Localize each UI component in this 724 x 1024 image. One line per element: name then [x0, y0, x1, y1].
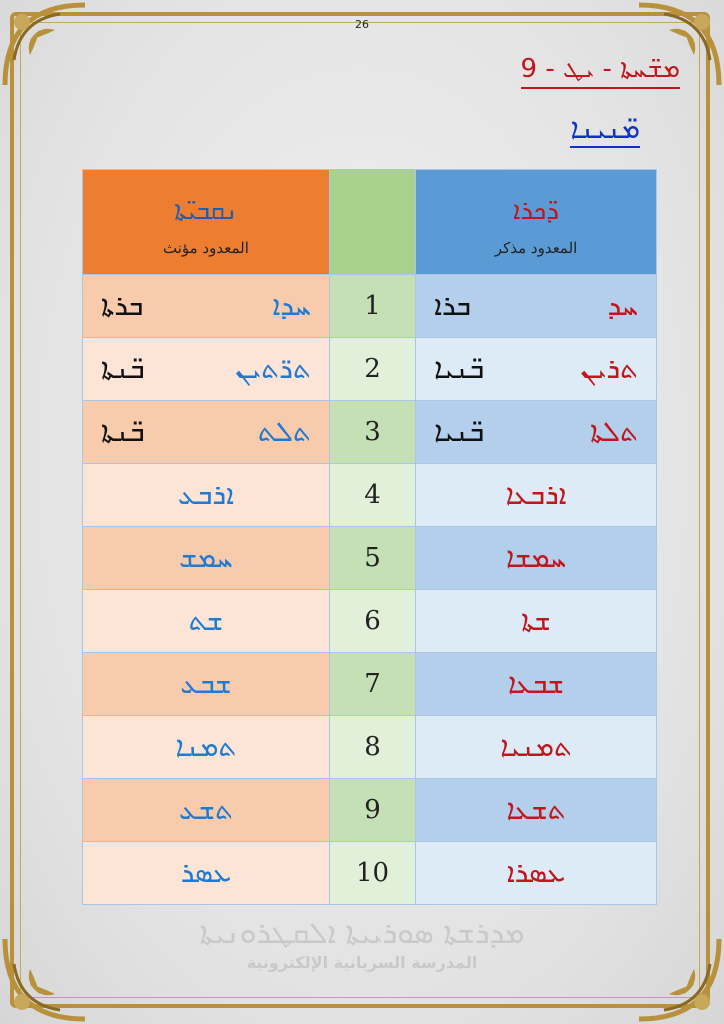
- header-masculine-syriac: ܕ̈ܟܪܐ: [513, 195, 560, 226]
- masculine-cell: [416, 653, 657, 716]
- number-cell: [329, 779, 415, 842]
- masculine-cell: [416, 464, 657, 527]
- masculine-numeral: ܬܫܥܐ: [506, 793, 566, 826]
- table-row: [83, 716, 657, 779]
- number-value: 4: [364, 480, 381, 510]
- numbers-table: [82, 169, 657, 905]
- table-row: [83, 527, 657, 590]
- number-cell: [329, 401, 415, 464]
- number-cell: [329, 275, 415, 338]
- feminine-cell: [83, 401, 330, 464]
- number-value: 6: [364, 606, 381, 636]
- feminine-numeral: ܬܫܥ: [178, 793, 233, 826]
- masculine-numeral: ܬܪܝܢ: [580, 352, 638, 385]
- masculine-cell: [416, 338, 657, 401]
- feminine-numeral: ܬܠܬ: [257, 415, 311, 448]
- table-row: [83, 464, 657, 527]
- number-cell: [329, 716, 415, 779]
- feminine-numeral: ܬܡܢܐ: [175, 730, 237, 763]
- number-cell: [329, 653, 415, 716]
- table-row: [83, 590, 657, 653]
- feminine-cell: [83, 275, 330, 338]
- table-row: [83, 401, 657, 464]
- feminine-cell: [83, 716, 330, 779]
- header-feminine-arabic: المعدود مؤنث: [162, 238, 249, 257]
- number-value: 2: [364, 354, 381, 384]
- table-row: [83, 779, 657, 842]
- feminine-cell: [83, 842, 330, 905]
- feminine-noun: ܒ̈ܢܬܐ: [101, 352, 145, 385]
- feminine-numeral: ܐܪܒܥ: [177, 478, 234, 511]
- feminine-cell: [83, 779, 330, 842]
- lesson-title: ܡܫ̈ܚܬܐ - ܝܛ - 9: [521, 54, 680, 89]
- masculine-cell: [416, 842, 657, 905]
- feminine-numeral: ܚܡܫ: [179, 541, 233, 574]
- masculine-cell: [416, 401, 657, 464]
- feminine-cell: [83, 338, 330, 401]
- number-value: 8: [364, 732, 381, 762]
- masculine-noun: ܒ̈ܢܝܐ: [434, 352, 485, 385]
- number-cell: [329, 338, 415, 401]
- table-row: [83, 275, 657, 338]
- feminine-cell: [83, 527, 330, 590]
- masculine-cell: [416, 779, 657, 842]
- masculine-cell: [416, 590, 657, 653]
- header-masculine-arabic: المعدود مذكر: [494, 238, 578, 257]
- feminine-numeral: ܫܬ: [188, 604, 224, 637]
- header-feminine-syriac: ܢܩܒܝ̈ܬܐ: [174, 195, 238, 226]
- corner-ornament-icon: [0, 0, 90, 90]
- footer-watermark: [0, 900, 724, 972]
- number-cell: [329, 842, 415, 905]
- number-cell: [329, 527, 415, 590]
- number-cell: [329, 464, 415, 527]
- feminine-cell: [83, 464, 330, 527]
- feminine-numeral: ܥܣܪ: [180, 856, 232, 889]
- feminine-noun: ܒ̈ܢܬܐ: [101, 415, 145, 448]
- number-value: 10: [355, 858, 390, 888]
- footer-syriac: ܡܕܪܫܬܐ ܣܘܪܝܝܬܐ ܐܠܩܛܪܘܢܝܬܐ: [199, 916, 525, 951]
- number-value: 3: [364, 417, 381, 447]
- table-header-row: [83, 170, 657, 275]
- header-number: [329, 170, 415, 275]
- masculine-numeral: ܬܠܬܐ: [590, 415, 638, 448]
- masculine-numeral: ܐܪܒܥܐ: [505, 478, 567, 511]
- feminine-cell: [83, 590, 330, 653]
- masculine-numeral: ܬܡܢܝܐ: [500, 730, 572, 763]
- masculine-numeral: ܫܬܐ: [521, 604, 551, 637]
- masculine-noun: ܒܪܐ: [434, 289, 471, 322]
- number-value: 9: [364, 795, 381, 825]
- masculine-numeral: ܫܒܥܐ: [507, 667, 565, 700]
- footer-arabic: المدرسة السريانية الإلكترونية: [246, 953, 478, 972]
- masculine-cell: [416, 275, 657, 338]
- table-row: [83, 338, 657, 401]
- feminine-numeral: ܚܕܐ: [272, 289, 311, 322]
- masculine-numeral: ܚܡܫܐ: [505, 541, 567, 574]
- number-value: 1: [364, 291, 381, 321]
- table-row: [83, 653, 657, 716]
- header-masculine: [416, 170, 657, 275]
- table-row: [83, 842, 657, 905]
- number-value: 7: [364, 669, 381, 699]
- feminine-numeral: ܬܪ̈ܬܝܢ: [235, 352, 311, 385]
- feminine-cell: [83, 653, 330, 716]
- masculine-noun: ܒ̈ܢܝܐ: [434, 415, 485, 448]
- masculine-numeral: ܚܕ: [607, 289, 638, 322]
- masculine-cell: [416, 716, 657, 779]
- section-title: ܡ̈ܢܝܢܐ: [570, 112, 640, 148]
- number-cell: [329, 590, 415, 653]
- masculine-numeral: ܥܣܪܐ: [506, 856, 566, 889]
- feminine-numeral: ܫܒܥ: [180, 667, 232, 700]
- header-feminine: [83, 170, 330, 275]
- masculine-cell: [416, 527, 657, 590]
- page-number: 26: [355, 18, 369, 31]
- number-value: 5: [364, 543, 381, 573]
- feminine-noun: ܒܪܬܐ: [101, 289, 144, 322]
